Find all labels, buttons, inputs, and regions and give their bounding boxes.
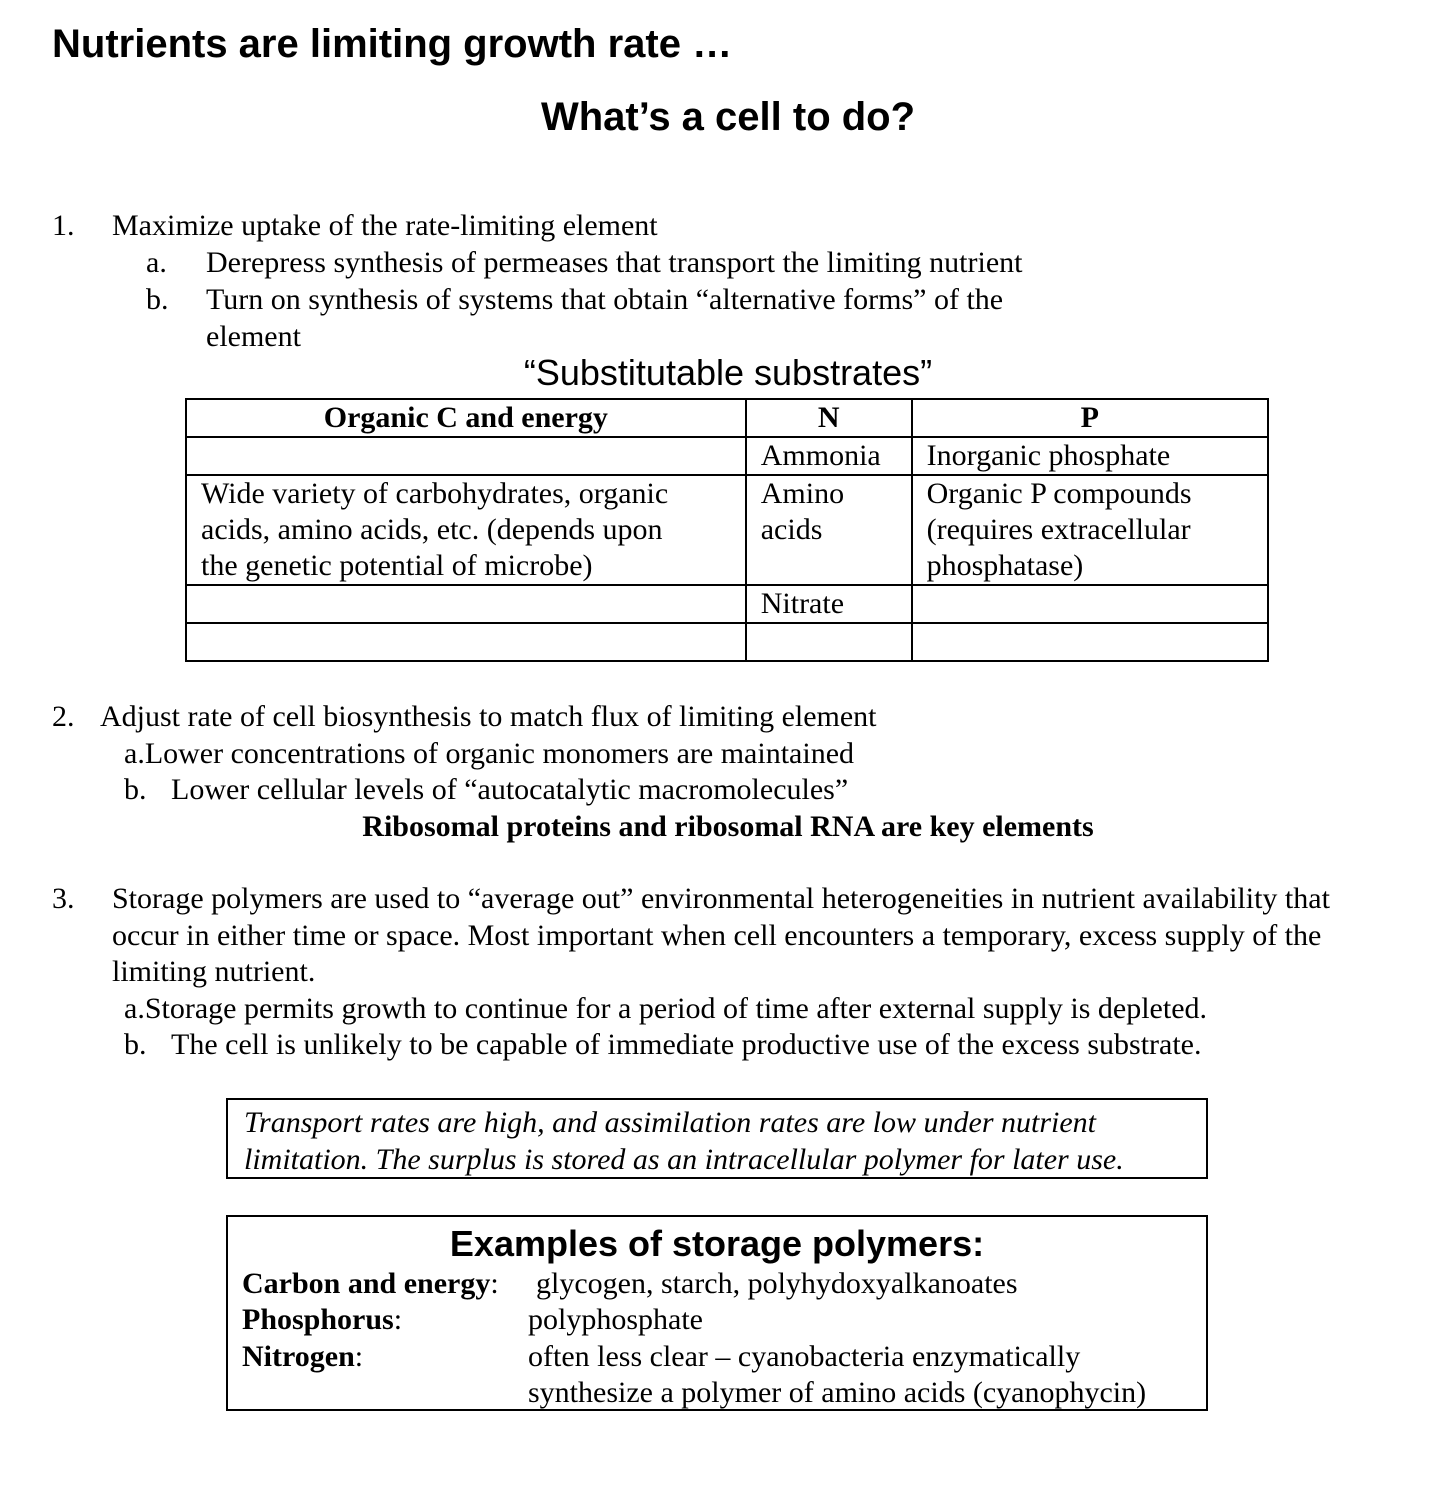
section-2b-text: Lower cellular levels of “autocatalytic macromolecules” [171,773,849,806]
page-subtitle: What’s a cell to do? [540,95,916,139]
table-cell [912,585,1268,623]
label-colon: : [354,1340,364,1373]
storage-polymers-box [226,1215,1208,1411]
transport-note-line: limitation. The surplus is stored as an intracellular polymer for later use. [244,1143,1124,1176]
section-3-line: Storage polymers are used to “average out” environmental heterogeneities in nutrient availability that [112,882,1330,915]
table-cell: Nitrate [746,585,912,623]
nitrogen-value-line1: often less clear – cyanobacteria enzymatically [528,1340,1081,1373]
examples-heading: Examples of storage polymers: [449,1223,985,1264]
page-title: Nutrients are limiting growth rate … [52,22,733,66]
cell-line: acids, amino acids, etc. (depends upon [201,513,663,546]
section-1b-text-line2: element [206,320,301,353]
header-p: P [912,399,1268,437]
cell-line: acids [760,513,823,546]
section-3-line: occur in either time or space. Most important when cell encounters a temporary, excess supply of the [112,919,1322,952]
nitrogen-label: Nitrogen [242,1340,355,1373]
table-row [186,437,1268,475]
table-cell [186,475,746,585]
section-2-number: 2. [52,700,75,733]
cell-line: phosphatase) [926,549,1084,582]
cell-line: Amino [760,477,845,510]
carbon-row [242,1265,499,1302]
table-cell [746,623,912,661]
phosphorus-label: Phosphorus [242,1303,394,1336]
table-cell [746,475,912,585]
cell-line: (requires extracellular [926,513,1191,546]
section-1a-label: a. [146,246,167,279]
label-colon: : [490,1267,499,1300]
label-colon: : [393,1303,403,1336]
section-1b-label: b. [146,283,169,316]
header-n: N [746,399,912,437]
nitrogen-row [242,1338,363,1375]
section-3-line: limiting nutrient. [112,955,316,988]
section-3b-label: b. [124,1028,147,1061]
cell-line: Organic P compounds [926,477,1192,510]
section-3b-text: The cell is unlikely to be capable of immediate productive use of the excess substrate. [171,1028,1202,1061]
table-cell [912,475,1268,585]
section-1a-text: Derepress synthesis of permeases that transport the limiting nutrient [206,246,1023,279]
section-2-note: Ribosomal proteins and ribosomal RNA are key elements [362,810,1094,843]
table-cell: Inorganic phosphate [912,437,1268,475]
header-organic-c: Organic C and energy [186,399,746,437]
table-cell [912,623,1268,661]
section-3-number: 3. [52,882,75,915]
phosphorus-row [242,1301,402,1338]
section-1-heading: Maximize uptake of the rate-limiting element [112,209,658,242]
table-row [186,585,1268,623]
carbon-value: glycogen, starch, polyhydoxyalkanoates [536,1267,1018,1300]
cell-line: the genetic potential of microbe) [201,549,593,582]
table-row [186,623,1268,661]
nitrogen-value-line2: synthesize a polymer of amino acids (cyanophycin) [528,1376,1147,1409]
table-cell [186,585,746,623]
section-1-number: 1. [52,209,75,242]
table-cell [186,623,746,661]
table-cell [186,437,746,475]
section-1b-text-line1: Turn on synthesis of systems that obtain “alternative forms” of the [206,283,1004,316]
table-cell: Ammonia [746,437,912,475]
section-2a-text: a.Lower concentrations of organic monomers are maintained [124,737,855,770]
table-header-row [186,399,1268,437]
transport-note-box [226,1098,1208,1179]
phosphorus-value: polyphosphate [528,1303,703,1336]
table-caption: “Substitutable substrates” [523,352,933,393]
table-row [186,475,1268,585]
cell-line: Wide variety of carbohydrates, organic [201,477,669,510]
substrates-table [185,398,1269,662]
section-2-heading: Adjust rate of cell biosynthesis to match flux of limiting element [100,700,877,733]
section-3a-text: a.Storage permits growth to continue for a period of time after external supply is depleted. [124,992,1208,1025]
section-2b-label: b. [124,773,147,806]
transport-note-line: Transport rates are high, and assimilation rates are low under nutrient [244,1106,1096,1139]
carbon-label: Carbon and energy [242,1267,491,1300]
